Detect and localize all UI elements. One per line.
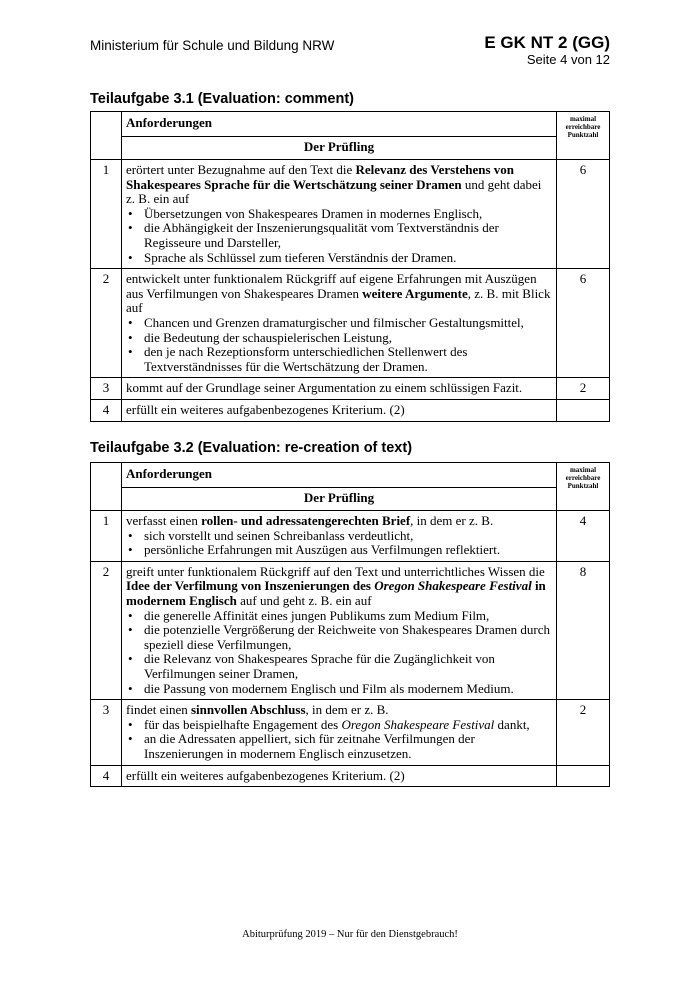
bullet-list xyxy=(126,718,552,762)
section-title-3-2: Teilaufgabe 3.2 (Evaluation: re-creation of text) xyxy=(90,440,413,456)
exam-code: E GK NT 2 (GG) xyxy=(484,33,610,52)
list-item: • Übersetzungen von Shakespeares Dramen in modernes Englisch, xyxy=(144,207,552,222)
table-header-row xyxy=(91,112,610,137)
bullet-list xyxy=(126,529,552,558)
requirement-text: erfüllt ein weiteres aufgabenbezogenes Kriterium. (2) xyxy=(122,399,557,421)
list-item: • Sprache als Schlüssel zum tieferen Verständnis der Dramen. xyxy=(144,251,552,266)
list-item: • persönliche Erfahrungen mit Auszügen aus Verfilmungen reflektiert. xyxy=(144,543,552,558)
table-row xyxy=(91,561,610,699)
requirement-text: erfüllt ein weiteres aufgabenbezogenes Kriterium. (2) xyxy=(122,765,557,787)
requirement-text: kommt auf der Grundlage seiner Argumentation zu einem schlüssigen Fazit. xyxy=(122,378,557,400)
row-number: 2 xyxy=(91,269,122,378)
list-item: • Chancen und Grenzen dramaturgischer und filmischer Gestaltungsmittel, xyxy=(144,316,552,331)
column-subheader-candidate: Der Prüfling xyxy=(122,137,557,160)
points-value: 6 xyxy=(557,269,610,378)
column-subheader-candidate: Der Prüfling xyxy=(122,488,557,511)
requirements-table-3-1 xyxy=(90,111,610,422)
requirement-text: erörtert unter Bezugnahme auf den Text die Relevanz des Verstehens von Shakespeares Sprache für die Wertschätzung seiner Dramen und geht dabei z. B. ein auf • Übersetzungen von Shakespeares Dramen in modernes Englisch, • die Abhängigkeit der Inszenierungsqualität vom Textverständnis der Regisseure und Darsteller, • Sprache als Schlüssel zum tieferen Verständnis der Dramen. xyxy=(122,160,557,269)
table-row xyxy=(91,765,610,787)
requirement-text: verfasst einen rollen- und adressatengerechten Brief, in dem er z. B. • sich vorstellt und seinen Schreibanlass verdeutlicht, • persönliche Erfahrungen mit Auszügen aus Verfilmungen reflektiert. xyxy=(122,511,557,562)
list-item: • den je nach Rezeptionsform unterschiedlichen Stellenwert des Textverständnisses für die Wertschätzung der Dramen. xyxy=(144,345,552,374)
column-header-requirements: Anforderungen xyxy=(122,463,557,488)
table-row xyxy=(91,269,610,378)
page-footer: Abiturprüfung 2019 – Nur für den Dienstgebrauch! xyxy=(242,929,458,940)
row-number: 4 xyxy=(91,765,122,787)
table-row xyxy=(91,700,610,765)
list-item: • die potenzielle Vergrößerung der Reichweite von Shakespeares Dramen durch speziell diese Verfilmungen, xyxy=(144,623,552,652)
list-item: • die Relevanz von Shakespeares Sprache für die Zugänglichkeit von Verfilmungen seiner Dramen, xyxy=(144,652,552,681)
bullet-list xyxy=(126,316,552,374)
column-header-max-points: maximal erreichbare Punktzahl xyxy=(557,112,610,160)
list-item: • für das beispielhafte Engagement des Oregon Shakespeare Festival dankt, xyxy=(144,718,552,733)
requirement-text: findet einen sinnvollen Abschluss, in dem er z. B. • für das beispielhafte Engagement des Oregon Shakespeare Festival dankt, • an die Adressaten appelliert, sich für zeitnahe Verfilmungen der Inszenierungen in modernem Englisch einzusetzen. xyxy=(122,700,557,765)
points-value: 6 xyxy=(557,160,610,269)
list-item: • die Passung von modernem Englisch und Film als modernem Medium. xyxy=(144,682,552,697)
table-row xyxy=(91,160,610,269)
table-row xyxy=(91,511,610,562)
row-number: 1 xyxy=(91,511,122,562)
points-value xyxy=(557,765,610,787)
table-header-row xyxy=(91,463,610,488)
requirement-text: greift unter funktionalem Rückgriff auf den Text und unterrichtliches Wissen die Idee der Verfilmung von Inszenierungen des Oregon Shakespeare Festival in modernem Englisch auf und geht z. B. ein auf • die generelle Affinität eines jungen Publikums zum Medium Film, • die potenzielle Vergrößerung der Reichweite von Shakespeares Dramen durch speziell diese Verfilmungen, • die Relevanz von Shakespeares Sprache für die Zugänglichkeit von Verfilmungen seiner Dramen, • die Passung von modernem Englisch und Film als modernem Medium. xyxy=(122,561,557,699)
points-value: 2 xyxy=(557,700,610,765)
list-item: • sich vorstellt und seinen Schreibanlass verdeutlicht, xyxy=(144,529,552,544)
row-number: 4 xyxy=(91,399,122,421)
list-item: • die Abhängigkeit der Inszenierungsqualität vom Textverständnis der Regisseure und Darsteller, xyxy=(144,221,552,250)
page-header-right xyxy=(484,33,610,67)
ministry-name: Ministerium für Schule und Bildung NRW xyxy=(90,38,335,53)
row-number: 1 xyxy=(91,160,122,269)
requirement-text: entwickelt unter funktionalem Rückgriff auf eigene Erfahrungen mit Auszügen aus Verfilmungen von Shakespeares Dramen weitere Argumente, z. B. mit Blick auf • Chancen und Grenzen dramaturgischer und filmischer Gestaltungsmittel, • die Bedeutung der schauspielerischen Leistung, • den je nach Rezeptionsform unterschiedlichen Stellenwert des Textverständnisses für die Wertschätzung der Dramen. xyxy=(122,269,557,378)
column-header-requirements: Anforderungen xyxy=(122,112,557,137)
table-row xyxy=(91,378,610,400)
points-value xyxy=(557,399,610,421)
list-item: • an die Adressaten appelliert, sich für zeitnahe Verfilmungen der Inszenierungen in modernem Englisch einzusetzen. xyxy=(144,732,552,761)
points-value: 4 xyxy=(557,511,610,562)
row-number: 3 xyxy=(91,700,122,765)
section-title-3-1: Teilaufgabe 3.1 (Evaluation: comment) xyxy=(90,91,355,107)
points-value: 2 xyxy=(557,378,610,400)
bullet-list xyxy=(126,609,552,697)
points-value: 8 xyxy=(557,561,610,699)
requirements-table-3-2 xyxy=(90,462,610,787)
list-item: • die Bedeutung der schauspielerischen Leistung, xyxy=(144,331,552,346)
table-row xyxy=(91,399,610,421)
row-number: 3 xyxy=(91,378,122,400)
page-number: Seite 4 von 12 xyxy=(526,52,610,67)
column-header-max-points: maximal erreichbare Punktzahl xyxy=(557,463,610,511)
row-number: 2 xyxy=(91,561,122,699)
list-item: • die generelle Affinität eines jungen Publikums zum Medium Film, xyxy=(144,609,552,624)
bullet-list xyxy=(126,207,552,265)
